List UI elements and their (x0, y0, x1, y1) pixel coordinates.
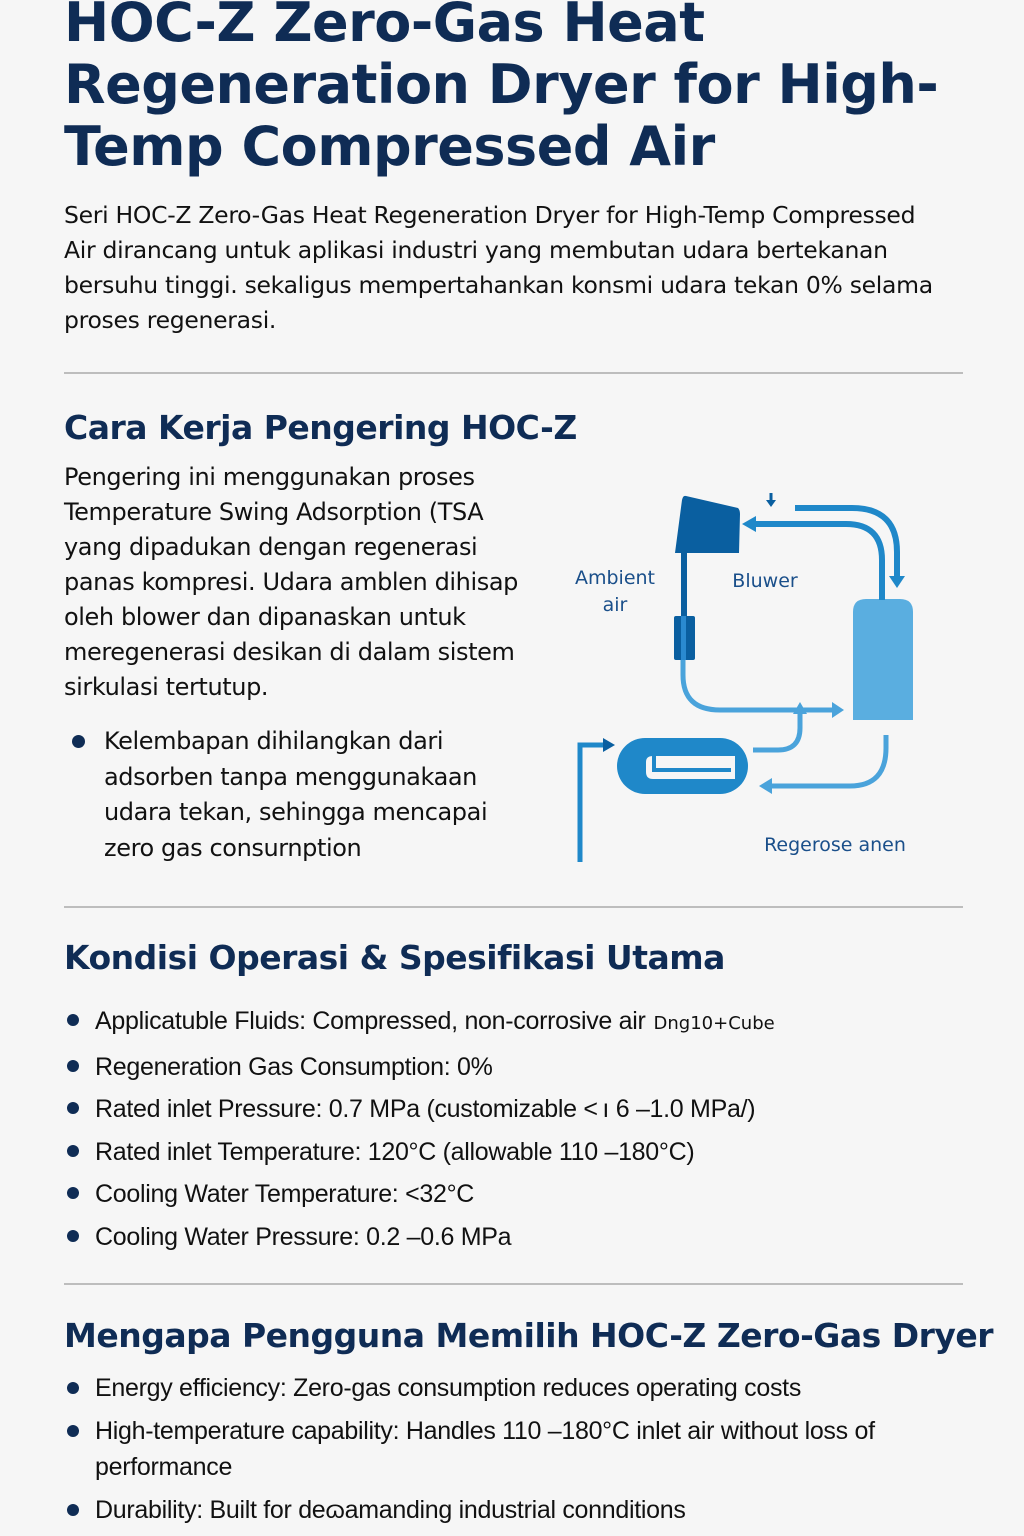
section-divider (64, 372, 963, 374)
bullet-text: Kelembapan dihilangkan dari adsorben tanpa menggunakaan udara tekan, sehingga mencapai zero gas consurnption (104, 727, 488, 862)
spec-text: Rated inlet Temperature: 120°C (allowable 110 –180°C) (95, 1137, 695, 1166)
bullet-icon (67, 1382, 79, 1394)
flow-return (772, 735, 886, 786)
arrow-left-icon-2 (759, 778, 772, 794)
spec-text: Regeneration Gas Consumption: 0% (95, 1052, 493, 1081)
bullet-icon (67, 1230, 79, 1242)
blower-label: Bluwer (732, 570, 798, 592)
spec-text: Cooling Water Pressure: 0.2 –0.6 MPa (95, 1222, 512, 1251)
why-text: High-temperature capability: Handles 110 –180°C inlet air without loss of performance (95, 1417, 875, 1481)
intro-paragraph: Seri HOC-Z Zero-Gas Heat Regeneration Dryer for High-Temp Compressed Air dirancang untuk aplikasi industri yang membutan udara bertekanan bersuhu tinggi. sekaligus mempertahankan konsmi udara tekan 0% selama proses regenerasi. (64, 201, 933, 334)
ambient-air-label: Ambient air (574, 567, 656, 616)
how-it-works-bullet (64, 724, 524, 866)
process-diagram (550, 480, 950, 880)
spec-item (64, 1000, 944, 1046)
why-item (64, 1370, 964, 1406)
flow-up (753, 712, 800, 750)
regeneration-label: Regerose anen (764, 834, 906, 856)
spec-text: Applicatuble Fluids: Compressed, non-corrosive air (95, 1007, 646, 1035)
blower-icon (675, 496, 740, 553)
spec-item (64, 1173, 944, 1216)
bullet-icon (67, 1060, 79, 1072)
section-divider (64, 1283, 963, 1285)
adsorption-vessel (853, 599, 913, 720)
arrow-down-icon (889, 576, 905, 588)
spec-item (64, 1088, 944, 1131)
spec-item (64, 1046, 944, 1089)
bullet-icon (67, 1504, 79, 1516)
bullet-icon (67, 1187, 79, 1199)
bullet-icon (67, 1145, 79, 1157)
diagram-graphic (550, 480, 950, 880)
why-heading: Mengapa Pengguna Memilih HOC-Z Zero-Gas Dryer (64, 1316, 994, 1355)
why-item (64, 1492, 964, 1528)
bullet-icon (67, 1102, 79, 1114)
why-text: Durability: Built for deɷamanding industrial connditions (95, 1496, 686, 1524)
page-title: HOC-Z Zero-Gas Heat Regeneration Dryer for High-Temp Compressed Air (64, 0, 939, 178)
bullet-icon (67, 1425, 79, 1437)
spec-text: Rated inlet Pressure: 0.7 MPa (customizable < ı 6 –1.0 MPa/) (95, 1095, 756, 1123)
bullet-icon (67, 1014, 79, 1026)
bullet-icon (72, 735, 85, 748)
arrow-right-icon (832, 702, 844, 718)
spec-note: Dng10+Cube (653, 1013, 775, 1034)
why-item (64, 1413, 925, 1485)
flow-to-vessel (683, 660, 832, 710)
specs-heading: Kondisi Operasi & Spesifikasi Utama (64, 938, 725, 977)
arrow-left-icon (742, 516, 756, 532)
spec-item (64, 1131, 944, 1174)
why-list (64, 1370, 964, 1535)
blower-pipe (681, 552, 687, 618)
section-divider (64, 906, 963, 908)
inlet-line (580, 745, 605, 862)
how-it-works-heading: Cara Kerja Pengering HOC-Z (64, 408, 577, 447)
how-it-works-paragraph: Pengering ini menggunakan proses Temperature Swing Adsorption (TSA yang dipadukan dengan regenerasi panas kompresi. Udara amblen dihisap oleh blower dan dipanaskan untuk meregenerasi desikan di dalam sistem sirkulasi tertutup. (64, 463, 518, 701)
spec-text: Cooling Water Temperature: <32°C (95, 1180, 475, 1208)
why-text: Energy efficiency: Zero-gas consumption reduces operating costs (95, 1374, 802, 1402)
arrow-right-icon-2 (603, 738, 615, 752)
specs-list (64, 1000, 944, 1258)
spec-item (64, 1216, 944, 1259)
